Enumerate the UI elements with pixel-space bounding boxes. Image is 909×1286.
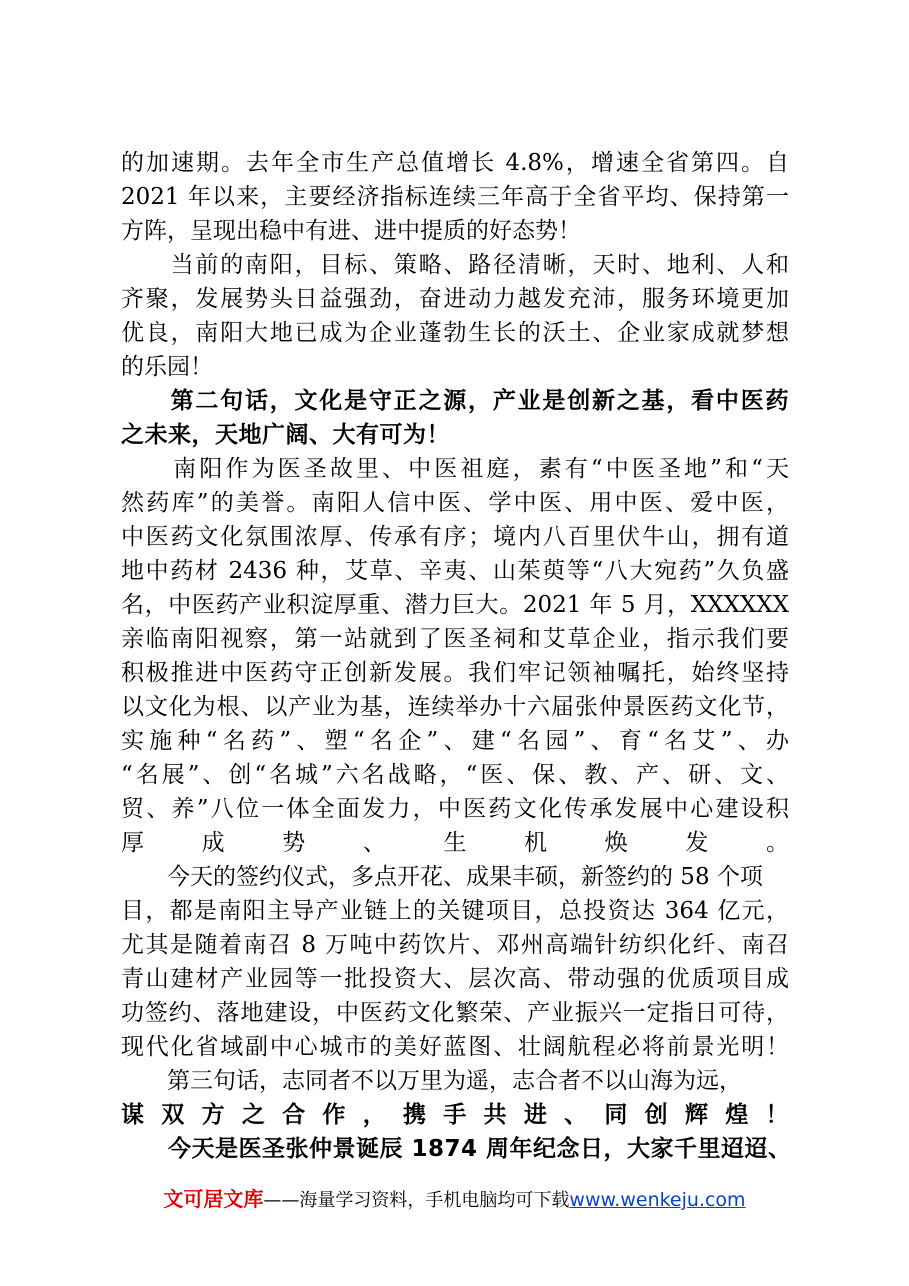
text-line: 功签约、落地建设，中医药文化繁荣、产业振兴一定指日可待， — [121, 1000, 789, 1026]
text-line: 2021 年以来，主要经济指标连续三年高于全省平均、保持第一 — [121, 184, 789, 210]
text-line: 方阵，呈现出稳中有进、进中提质的好态势！ — [121, 218, 581, 244]
text-line: 现代化省域副中心城市的美好蓝图、壮阔航程必将前景光明！ — [121, 1034, 789, 1060]
text-line: 南阳作为医圣故里、中医祖庭，素有“中医圣地”和“天 — [121, 456, 789, 482]
text-line: 亲临南阳视察，第一站就到了医圣祠和艾草企业，指示我们要 — [121, 626, 789, 652]
section-heading-line: 之未来，天地广阔、大有可为！ — [121, 422, 450, 448]
text-line: 青山建材产业园等一批投资大、层次高、带动强的优质项目成 — [121, 966, 789, 992]
text-line: 实施种“名药”、塑“名企”、建“名园”、育“名艾”、办 — [121, 728, 789, 754]
footer-tagline: ——海量学习资料，手机电脑均可下载 — [263, 1190, 570, 1211]
text-line: 然药库”的美誉。南阳人信中医、学中医、用中医、爱中医， — [121, 490, 789, 516]
text-line: 的乐园！ — [121, 354, 213, 380]
body-text — [121, 146, 792, 1200]
text-line: 优良，南阳大地已成为企业蓬勃生长的沃土、企业家成就梦想 — [121, 320, 789, 346]
text-line: 今天的签约仪式，多点开花、成果丰硕，新签约的 58 个项 — [121, 864, 763, 890]
text-line: 名，中医药产业积淀厚重、潜力巨大。2021 年 5 月，XXXXXX — [121, 592, 789, 618]
brand-name: 文可居文库 — [163, 1187, 264, 1211]
text-line: 尤其是随着南召 8 万吨中药饮片、邓州高端针纺织化纤、南召 — [121, 932, 789, 958]
text-line: 齐聚，发展势头日益强劲，奋进动力越发充沛，服务环境更加 — [121, 286, 789, 312]
text-line: 以文化为根、以产业为基，连续举办十六届张仲景医药文化节， — [121, 694, 789, 720]
text-line: 地中药材 2436 种，艾草、辛夷、山茱萸等“八大宛药”久负盛 — [121, 558, 789, 584]
section-heading-line: 今天是医圣张仲景诞辰 1874 周年纪念日，大家千里迢迢、 — [121, 1136, 792, 1162]
text-line: “名展”、创“名城”六名战略，“医、保、教、产、研、文、 — [121, 762, 789, 788]
text-line: 贸、养”八位一体全面发力，中医药文化传承发展中心建设积 — [121, 796, 789, 822]
text-line: 的加速期。去年全市生产总值增长 4.8%，增速全省第四。自 — [121, 150, 789, 176]
text-line: 目，都是南阳主导产业链上的关键项目，总投资达 364 亿元， — [121, 898, 789, 924]
section-heading-line: 第二句话，文化是守正之源，产业是创新之基，看中医药 — [121, 388, 789, 414]
text-line: 当前的南阳，目标、策略、路径清晰，天时、地利、人和 — [121, 252, 789, 278]
text-line: 厚成势、生机焕发。 — [121, 830, 789, 856]
text-line: 积极推进中医药守正创新发展。我们牢记领袖嘱托，始终坚持 — [121, 660, 789, 686]
section-heading-line: 谋双方之合作，携手共进、同创辉煌！ — [121, 1102, 789, 1128]
text-line: 第三句话，志同者不以万里为遥，志合者不以山海为远， — [121, 1068, 742, 1094]
footer-banner — [0, 1183, 909, 1212]
text-line: 中医药文化氛围浓厚、传承有序；境内八百里伏牛山，拥有道 — [121, 524, 789, 550]
website-link[interactable]: www.wenkeju.com — [569, 1189, 746, 1211]
